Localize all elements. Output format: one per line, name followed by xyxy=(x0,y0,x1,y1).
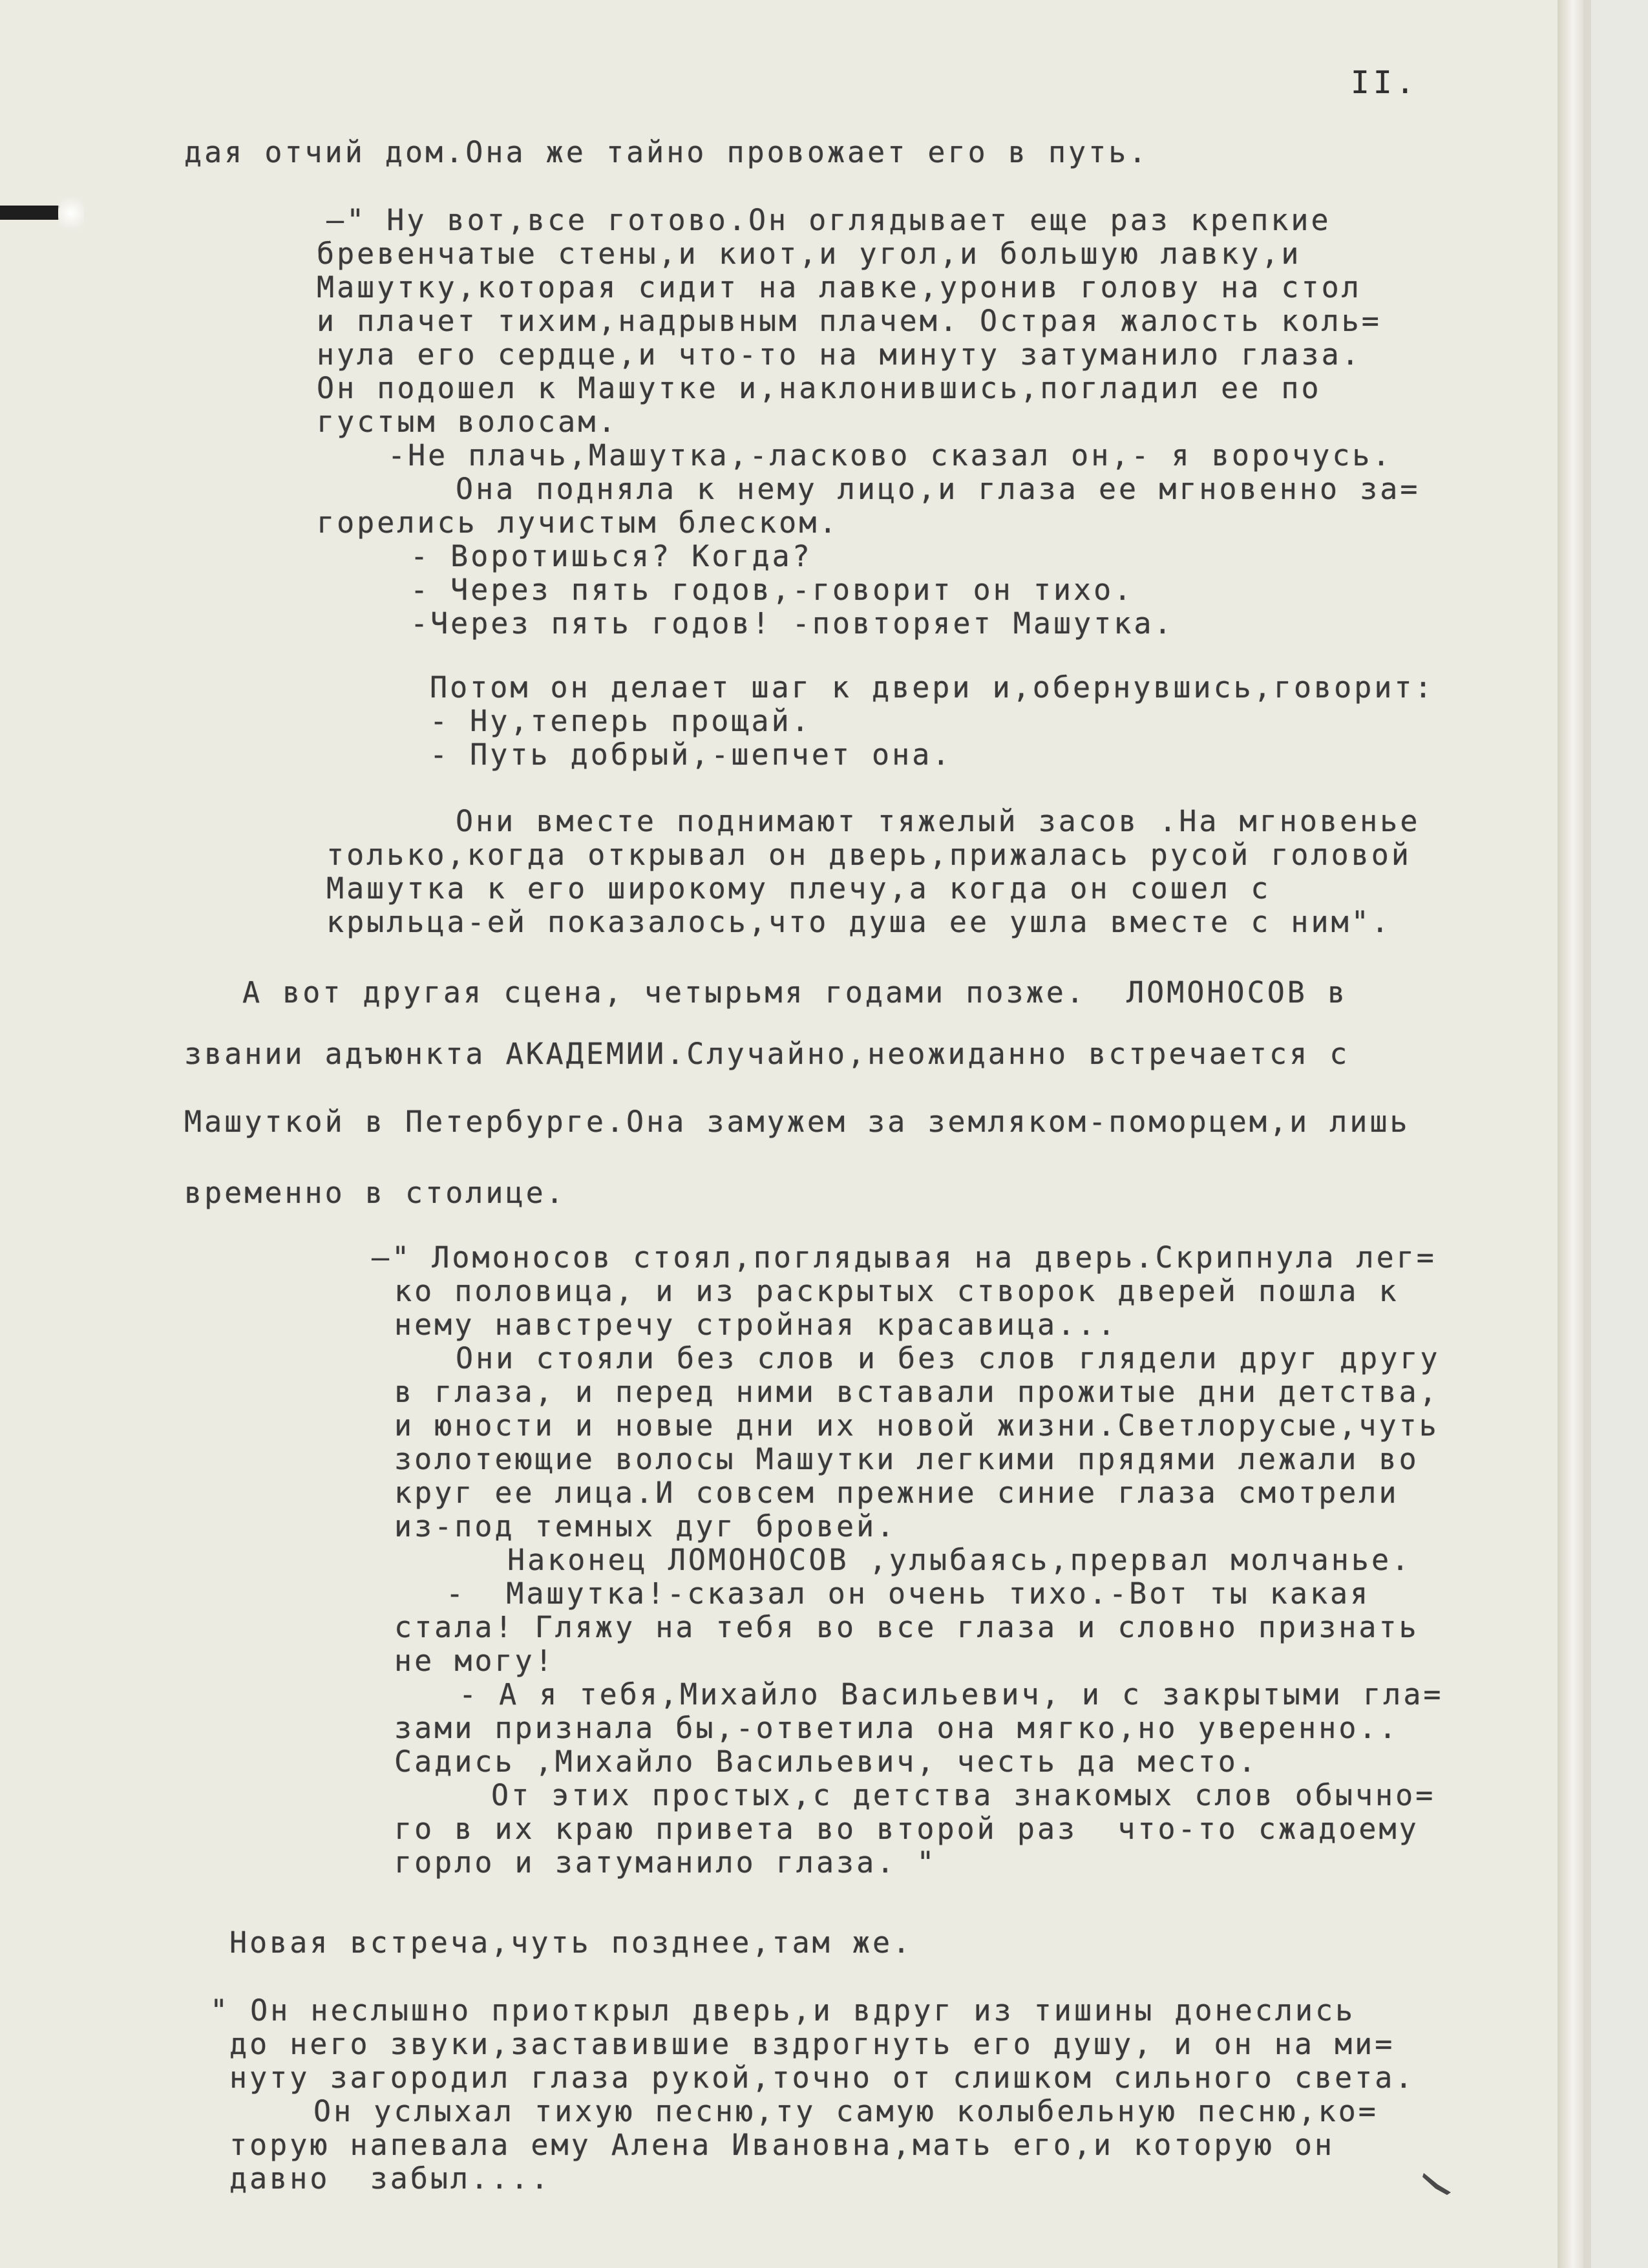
text-line: –" Ломоносов стоял,поглядывая на дверь.Скрипнула лег= xyxy=(372,1240,1437,1275)
text-line: - Машутка!-сказал он очень тихо.-Вот ты какая xyxy=(446,1576,1371,1611)
text-line: Машуткой в Петербурге.Она замужем за земляком-поморцем,и лишь xyxy=(184,1105,1410,1139)
text-line: нему навстречу стройная красавица... xyxy=(394,1308,1118,1342)
text-line: Он подошел к Машутке и,наклонившись,погладил ее по xyxy=(317,371,1322,405)
text-line: - Через пять годов,-говорит он тихо. xyxy=(410,573,1134,607)
text-line: - Воротишься? Когда? xyxy=(410,539,812,573)
text-line: торую напевала ему Алена Ивановна,мать его,и которую он xyxy=(229,2128,1335,2162)
text-line: Новая встреча,чуть позднее,там же. xyxy=(229,1925,913,1960)
text-line: го в их краю привета во второй раз что-то сжадоему xyxy=(394,1812,1419,1846)
text-line: Садись ,Михайло Васильевич, честь да место. xyxy=(394,1744,1258,1779)
text-line: временно в столице. xyxy=(184,1176,566,1210)
text-line: " Он неслышно приоткрыл дверь,и вдруг из тишины донеслись xyxy=(210,1993,1356,2028)
text-line: Наконец ЛОМОНОСОВ ,улыбаясь,прервал молчанье. xyxy=(507,1543,1412,1577)
text-line: нула его сердце,и что-то на минуту затуманило глаза. xyxy=(317,337,1362,372)
text-line: -Не плачь,Машутка,-ласково сказал он,- я ворочусь. xyxy=(388,438,1393,472)
text-line: –" Ну вот,все готово.Он оглядывает еще раз крепкие xyxy=(326,203,1331,237)
text-line: горелись лучистым блеском. xyxy=(317,505,840,540)
text-line: и юности и новые дни их новой жизни.Светлорусые,чуть xyxy=(394,1408,1439,1443)
text-line: Они стояли без слов и без слов глядели друг другу xyxy=(456,1341,1441,1375)
text-line: горло и затуманило глаза. " xyxy=(394,1845,937,1880)
text-line: Он услыхал тихую песню,ту самую колыбельную песню,ко= xyxy=(313,2094,1379,2128)
staple-mark xyxy=(0,206,61,220)
text-line: звании адъюнкта АКАДЕМИИ.Случайно,неожиданно встречается с xyxy=(184,1037,1350,1071)
text-line: зами признала бы,-ответила она мягко,но уверенно.. xyxy=(394,1711,1399,1745)
text-line: Потом он делает шаг к двери и,обернувшись,говорит: xyxy=(430,670,1435,705)
ink-blot-icon xyxy=(1419,2165,1457,2198)
text-line: От этих простых,с детства знакомых слов обычно= xyxy=(491,1778,1436,1812)
text-line: -Через пять годов! -повторяет Машутка. xyxy=(410,606,1174,641)
text-line: и плачет тихим,надрывным плачем. Острая жалость коль= xyxy=(317,304,1382,338)
text-line: до него звуки,заставившие вздрогнуть его душу, и он на ми= xyxy=(229,2027,1395,2061)
text-line: бревенчатые стены,и киот,и угол,и большую лавку,и xyxy=(317,237,1302,271)
text-line: Она подняла к нему лицо,и глаза ее мгновенно за= xyxy=(456,472,1421,506)
text-line: стала! Гляжу на тебя во все глаза и словно признать xyxy=(394,1610,1419,1644)
text-line: нуту загородил глаза рукой,точно от слишком сильного света. xyxy=(229,2061,1415,2095)
page-number: II. xyxy=(1351,65,1419,101)
text-line: - А я тебя,Михайло Васильевич, и с закрытыми гла= xyxy=(459,1677,1444,1712)
text-line: А вот другая сцена, четырьмя годами позже. ЛОМОНОСОВ в xyxy=(242,975,1348,1010)
text-line: Они вместе поднимают тяжелый засов .На мгновенье xyxy=(456,804,1421,838)
text-line: - Путь добрый,-шепчет она. xyxy=(430,737,953,772)
text-line: Машутка к его широкому плечу,а когда он сошел с xyxy=(326,871,1271,906)
text-line: - Ну,теперь прощай. xyxy=(430,704,812,738)
text-line: давно забыл.... xyxy=(229,2161,551,2196)
text-line: из-под темных дуг бровей. xyxy=(394,1509,897,1543)
text-line: дая отчий дом.Она же тайно провожает его в путь. xyxy=(184,135,1149,169)
page-edge xyxy=(1558,0,1583,2268)
text-line: в глаза, и перед ними вставали прожитые дни детства, xyxy=(394,1375,1439,1409)
text-line: золотеющие волосы Машутки легкими прядями лежали во xyxy=(394,1442,1419,1476)
text-line: Машутку,которая сидит на лавке,уронив голову на стол xyxy=(317,270,1362,304)
text-line: круг ее лица.И совсем прежние синие глаза смотрели xyxy=(394,1476,1399,1510)
text-line: ко половица, и из раскрытых створок дверей пошла к xyxy=(394,1274,1399,1308)
staple-scuff xyxy=(58,194,84,233)
text-line: не могу! xyxy=(394,1644,555,1678)
text-line: крыльца-ей показалось,что душа ее ушла вместе с ним". xyxy=(326,905,1391,939)
page-edge-shadow xyxy=(1583,0,1591,2268)
text-line: только,когда открывал он дверь,прижалась русой головой xyxy=(326,838,1411,872)
text-line: густым волосам. xyxy=(317,405,618,439)
